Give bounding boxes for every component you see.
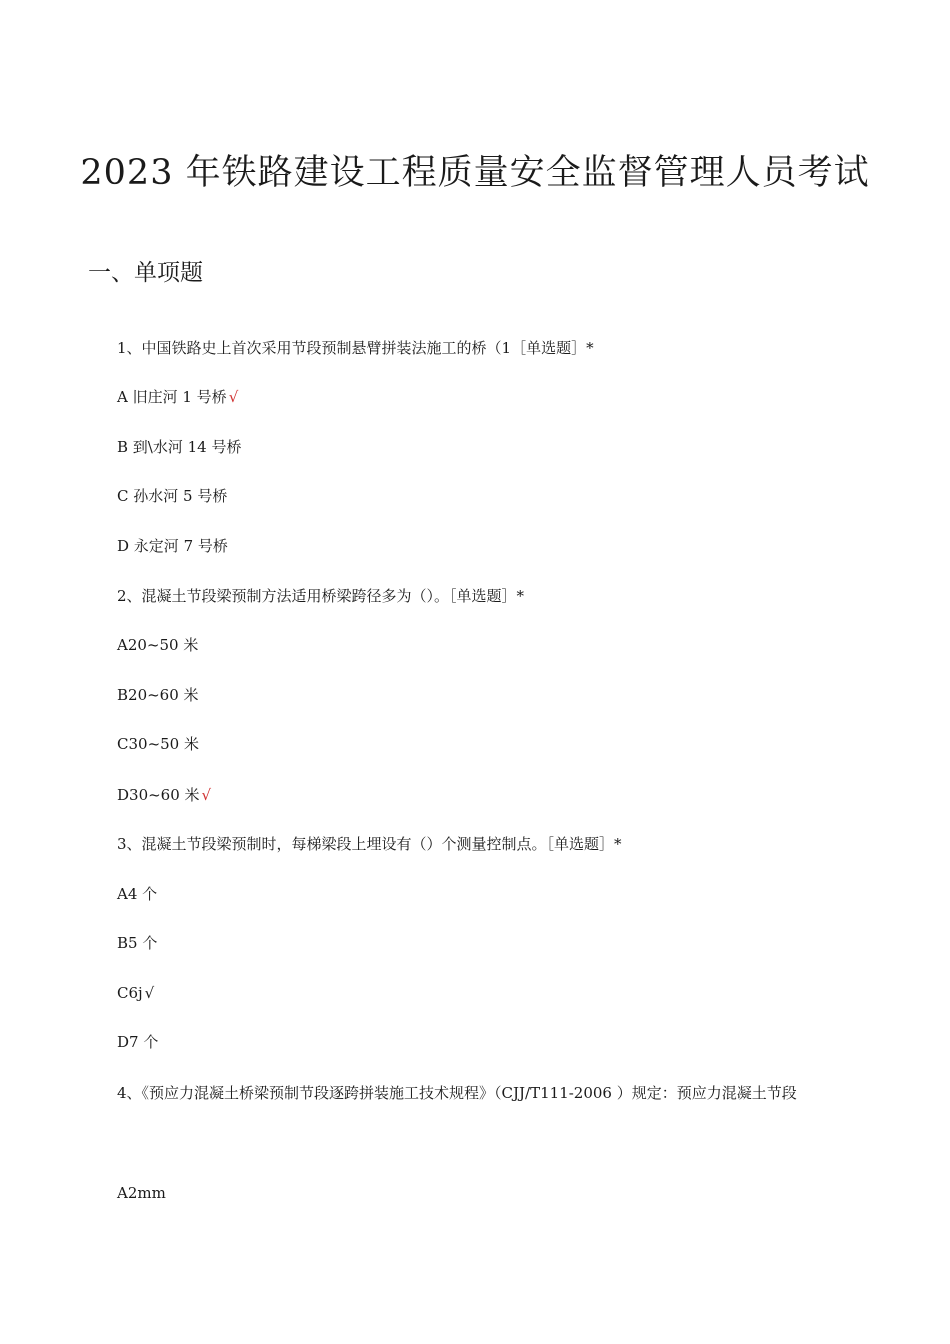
question-2-stem: 2、混凝土节段梁预制方法适用桥梁跨径多为（）。［单选题］* bbox=[117, 587, 525, 605]
option-text: C30~50 米 bbox=[117, 735, 199, 753]
option-text: A2mm bbox=[117, 1184, 166, 1202]
question-3-option-a bbox=[117, 884, 157, 904]
option-text: B5 个 bbox=[117, 934, 158, 952]
question-3-stem: 3、混凝土节段梁预制时，每梯梁段上埋设有（）个测量控制点。［单选题］* bbox=[117, 835, 622, 853]
option-text: D7 个 bbox=[117, 1033, 159, 1051]
question-4-stem: 4、《预应力混凝土桥梁预制节段逐跨拼装施工技术规程》（CJJ/T111-2006 ）规定：预应力混凝土节段 bbox=[117, 1084, 797, 1102]
option-text: A 旧庄河 1 号桥 bbox=[117, 388, 227, 406]
section-heading: 一、单项题 bbox=[88, 260, 203, 286]
question-3-option-b bbox=[117, 933, 157, 953]
question-2-option-b bbox=[117, 685, 199, 705]
question-1-option-d bbox=[117, 536, 228, 556]
question-1-stem: 1、中国铁路史上首次采用节段预制悬臂拼装法施工的桥（1［单选题］* bbox=[117, 339, 594, 357]
question-2-option-a bbox=[117, 635, 198, 655]
question-4-option-a bbox=[117, 1183, 166, 1203]
option-text: A4 个 bbox=[117, 885, 158, 903]
question-1-option-c bbox=[117, 486, 227, 506]
question-3-option-d bbox=[117, 1032, 158, 1052]
correct-check-icon: √ bbox=[228, 388, 239, 406]
option-text: B 到\水河 14 号桥 bbox=[117, 438, 242, 456]
option-text: D30~60 米 bbox=[117, 786, 200, 804]
option-text: D 永定河 7 号桥 bbox=[117, 537, 228, 555]
correct-check-icon: √ bbox=[201, 786, 212, 804]
option-text: A20~50 米 bbox=[117, 636, 199, 654]
correct-check-icon: √ bbox=[144, 984, 155, 1002]
question-2-option-c bbox=[117, 734, 199, 754]
question-3-option-c bbox=[117, 983, 154, 1003]
question-1-option-a bbox=[117, 387, 238, 407]
option-text: C6j bbox=[117, 984, 143, 1002]
question-1-option-b bbox=[117, 437, 241, 457]
exam-title: 2023 年铁路建设工程质量安全监督管理人员考试 bbox=[80, 153, 870, 193]
question-2-option-d bbox=[117, 785, 211, 805]
option-text: B20~60 米 bbox=[117, 686, 199, 704]
option-text: C 孙水河 5 号桥 bbox=[117, 487, 228, 505]
